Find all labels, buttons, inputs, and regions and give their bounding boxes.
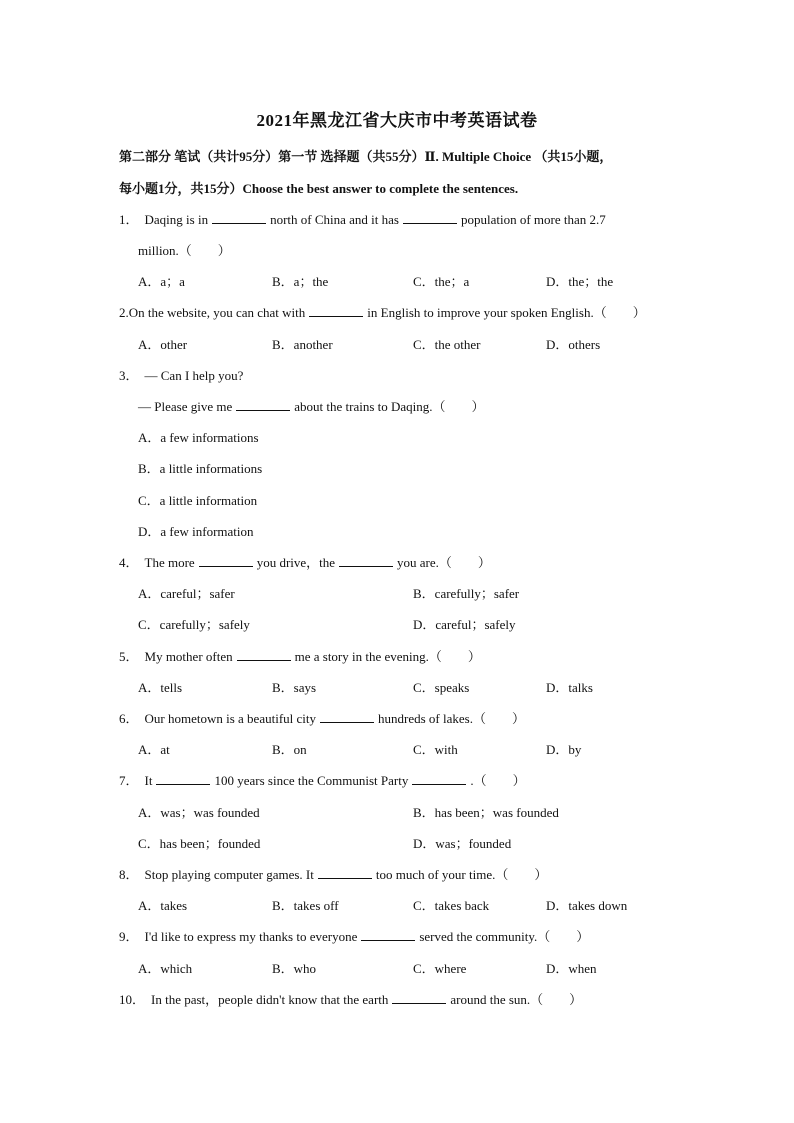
question-text: — Can I help you? — [144, 368, 244, 383]
question-number: 4． — [119, 555, 139, 570]
question-text: On the website, you can chat with — [128, 305, 306, 320]
option-a: A．careful；safer — [138, 586, 235, 601]
question-text: Daqing is in — [144, 212, 209, 227]
answer-blank — [339, 555, 393, 567]
question-number: 2. — [119, 305, 129, 320]
option-b: B．carefully；safer — [413, 586, 520, 601]
option-c: C．a little information — [138, 493, 258, 508]
question-number: 5． — [119, 649, 139, 664]
answer-blank — [320, 711, 374, 723]
option-b: B．another — [272, 337, 333, 352]
section-header-line2: 每小题1分，共15分）Choose the best answer to complete the sentences. — [119, 181, 519, 196]
question-10 — [119, 989, 582, 1008]
option-a: A．at — [138, 742, 170, 757]
option-d: D．the；the — [546, 274, 614, 289]
question-text: population of more than 2.7 — [460, 212, 606, 227]
option-c: C．speaks — [413, 680, 470, 695]
question-text: .（ ） — [470, 773, 526, 788]
answer-blank — [361, 929, 415, 941]
answer-blank — [392, 992, 446, 1004]
answer-blank — [403, 212, 457, 224]
page-title: 2021年黑龙江省大庆市中考英语试卷 — [256, 111, 538, 130]
question-continuation: million.（ ） — [138, 243, 231, 258]
question-text: 100 years since the Communist Party — [214, 773, 409, 788]
question-7 — [119, 770, 526, 789]
answer-blank — [199, 555, 253, 567]
question-text: It — [144, 773, 153, 788]
question-8 — [119, 864, 547, 883]
option-d: D．talks — [546, 680, 593, 695]
question-text: you drive，the — [256, 555, 336, 570]
question-text: around the sun.（ ） — [450, 992, 583, 1007]
option-a: A．tells — [138, 680, 183, 695]
option-d: D．a few information — [138, 524, 254, 539]
question-number: 1． — [119, 212, 139, 227]
question-text: you are.（ ） — [397, 555, 491, 570]
option-b: B．takes off — [272, 898, 339, 913]
question-text: Stop playing computer games. It — [144, 867, 314, 882]
answer-blank — [212, 212, 266, 224]
option-c: C．has been；founded — [138, 836, 261, 851]
option-d: D．when — [546, 961, 597, 976]
section-header-line1: 第二部分 笔试（共计95分）第一节 选择题（共55分）Ⅱ. Multiple Choice （共15小题， — [119, 149, 613, 164]
question-6 — [119, 708, 525, 727]
question-9 — [119, 926, 589, 945]
question-number: 3． — [119, 368, 139, 383]
question-text: in English to improve your spoken English.（ ） — [367, 305, 646, 320]
question-text: In the past，people didn't know that the earth — [151, 992, 389, 1007]
answer-blank — [412, 773, 466, 785]
question-text: me a story in the evening.（ ） — [294, 649, 481, 664]
question-5 — [119, 646, 481, 665]
option-a: A．other — [138, 337, 188, 352]
question-number: 8． — [119, 867, 139, 882]
option-d: D．was；founded — [413, 836, 512, 851]
option-c: C．with — [413, 742, 458, 757]
option-b: B．says — [272, 680, 317, 695]
question-number: 6． — [119, 711, 139, 726]
option-d: D．by — [546, 742, 582, 757]
option-c: C．carefully；safely — [138, 617, 250, 632]
question-text: north of China and it has — [270, 212, 399, 227]
option-b: B．who — [272, 961, 317, 976]
option-b: B．a little informations — [138, 461, 263, 476]
option-c: C．takes back — [413, 898, 490, 913]
question-number: 10． — [119, 992, 146, 1007]
option-d: D．takes down — [546, 898, 628, 913]
answer-blank — [318, 867, 372, 879]
question-text: — Please give me — [138, 399, 233, 414]
option-d: D．careful；safely — [413, 617, 516, 632]
option-a: A．a few informations — [138, 430, 259, 445]
answer-blank — [309, 305, 363, 317]
option-a: A．which — [138, 961, 193, 976]
option-a: A．was；was founded — [138, 805, 260, 820]
question-2 — [119, 302, 646, 321]
question-text: hundreds of lakes.（ ） — [378, 711, 525, 726]
answer-blank — [237, 649, 291, 661]
question-text: The more — [144, 555, 195, 570]
question-text: too much of your time.（ ） — [375, 867, 548, 882]
question-3 — [119, 365, 243, 384]
question-text: about the trains to Daqing.（ ） — [294, 399, 485, 414]
answer-blank — [236, 399, 290, 411]
question-text: Our hometown is a beautiful city — [144, 711, 317, 726]
question-text: My mother often — [144, 649, 233, 664]
option-b: B．on — [272, 742, 307, 757]
question-text: I'd like to express my thanks to everyone — [144, 929, 358, 944]
option-b: B．has been；was founded — [413, 805, 559, 820]
question-number: 9． — [119, 929, 139, 944]
question-number: 7． — [119, 773, 139, 788]
option-b: B．a；the — [272, 274, 329, 289]
option-d: D．others — [546, 337, 601, 352]
question-3-line2 — [138, 396, 485, 415]
question-1 — [119, 209, 606, 228]
question-text: served the community.（ ） — [419, 929, 590, 944]
option-a: A．takes — [138, 898, 188, 913]
option-a: A．a；a — [138, 274, 185, 289]
option-c: C．the other — [413, 337, 481, 352]
question-4 — [119, 552, 491, 571]
option-c: C．where — [413, 961, 467, 976]
answer-blank — [156, 773, 210, 785]
option-c: C．the；a — [413, 274, 470, 289]
